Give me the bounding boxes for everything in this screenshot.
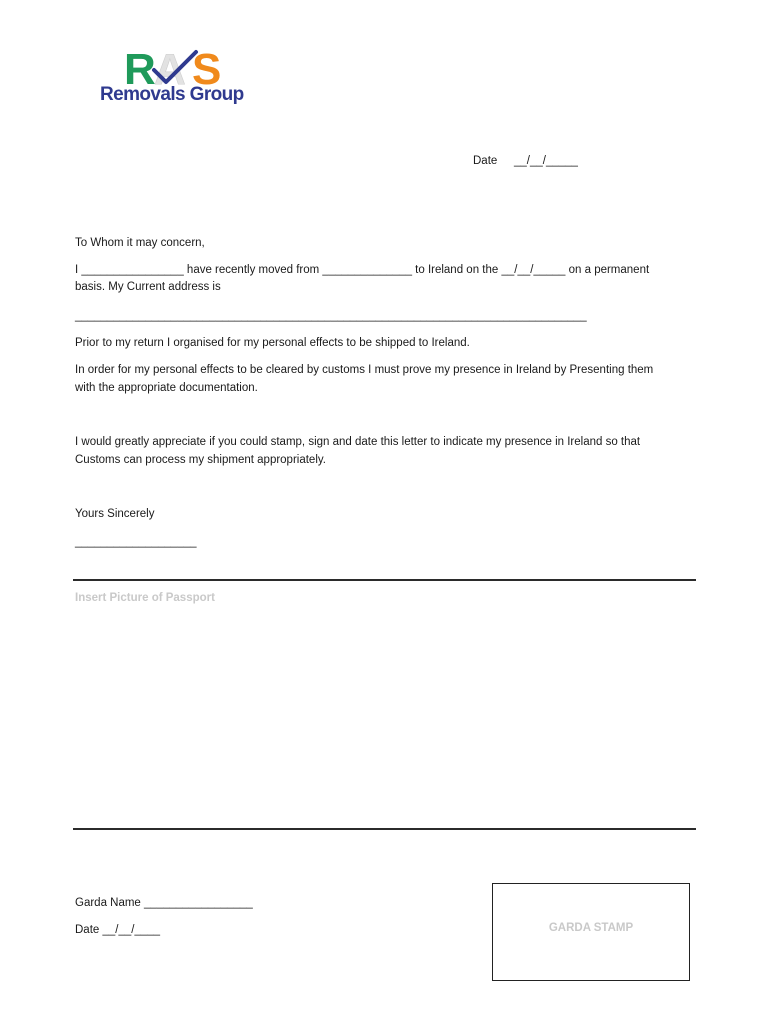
passport-placeholder[interactable]: Insert Picture of Passport <box>75 592 215 604</box>
paragraph-2-line-2: with the appropriate documentation. <box>75 382 258 394</box>
divider-top <box>73 579 696 581</box>
ras-logo-mark <box>96 46 266 88</box>
paragraph-2-line-1: In order for my personal effects to be cleared by customs I must prove my presence in Ireland by Presenting them <box>75 364 654 376</box>
ras-logo <box>96 46 266 112</box>
logo-wordmark: Removals Group <box>100 84 244 105</box>
svg-text:A: A <box>154 46 186 88</box>
garda-date-field[interactable]: Date __/__/____ <box>75 924 161 936</box>
paragraph-1: Prior to my return I organised for my personal effects to be shipped to Ireland. <box>75 337 470 349</box>
paragraph-3-line-1: I would greatly appreciate if you could stamp, sign and date this letter to indicate my presence in Ireland so that <box>75 436 641 448</box>
garda-stamp-label: GARDA STAMP <box>548 922 634 934</box>
paragraph-3-line-2: Customs can process my shipment appropriately. <box>75 454 326 466</box>
closing: Yours Sincerely <box>75 508 155 520</box>
garda-stamp-box[interactable] <box>492 883 690 981</box>
date-label: Date <box>473 155 498 167</box>
address-line[interactable]: ________________________________________________________________________________ <box>75 310 587 322</box>
letter-line-2: basis. My Current address is <box>75 281 221 293</box>
garda-name-field[interactable]: Garda Name _________________ <box>75 897 253 909</box>
svg-text:S: S <box>192 46 222 88</box>
signature-line[interactable]: ___________________ <box>75 536 197 548</box>
divider-bottom <box>73 828 696 830</box>
letter-line-1[interactable]: I ________________ have recently moved from ______________ to Ireland on the __/__/_____ on a permanent <box>75 264 650 276</box>
svg-text:R: R <box>124 46 156 88</box>
date-field[interactable]: __/__/_____ <box>514 155 578 167</box>
salutation: To Whom it may concern, <box>75 237 205 249</box>
